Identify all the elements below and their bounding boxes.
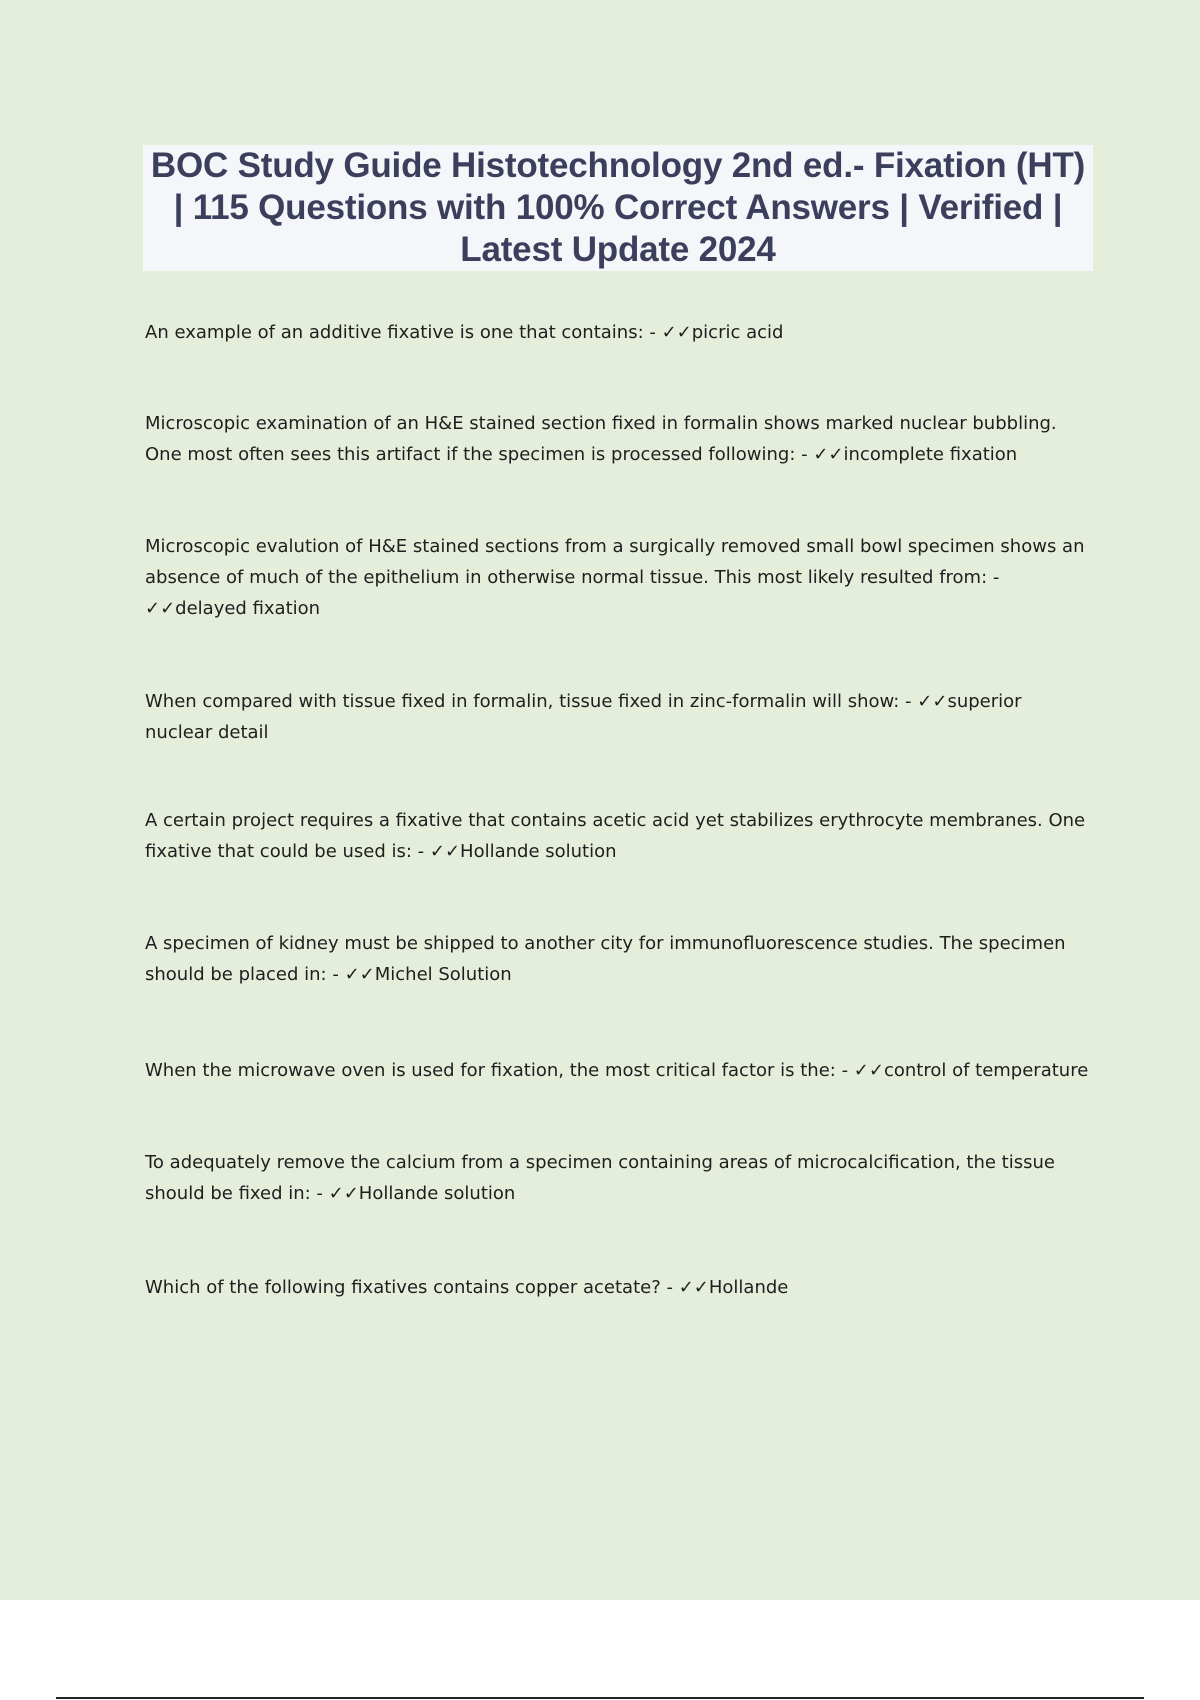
qa-item-9: Which of the following fixatives contains copper acetate? - ✓✓Hollande (145, 1277, 789, 1298)
qa-item-7: When the microwave oven is used for fixation, the most critical factor is the: - ✓✓control of temperature (145, 1060, 1089, 1081)
qa-item-1: An example of an additive fixative is one that contains: - ✓✓picric acid (145, 322, 784, 343)
qa-item-5: A certain project requires a fixative that contains acetic acid yet stabilizes erythrocyte membranes. One fixative that could be used is: - ✓✓Hollande solution (145, 810, 1086, 862)
document-title: BOC Study Guide Histotechnology 2nd ed.- Fixation (HT) | 115 Questions with 100% Correct Answers | Verified | Latest Update 2024 (150, 146, 1086, 269)
qa-item-4: When compared with tissue fixed in formalin, tissue fixed in zinc-formalin will show: - ✓✓superior nuclear detail (145, 691, 1022, 743)
qa-item-3: Microscopic evalution of H&E stained sections from a surgically removed small bowl specimen shows an absence of much of the epithelium in otherwise normal tissue. This most likely resulted from: - ✓✓delayed fixation (145, 536, 1085, 619)
footer-divider (56, 1697, 1144, 1699)
qa-item-8: To adequately remove the calcium from a specimen containing areas of microcalcification, the tissue should be fixed in: - ✓✓Hollande solution (145, 1152, 1055, 1204)
title-banner (143, 145, 1093, 271)
qa-item-6: A specimen of kidney must be shipped to another city for immunofluorescence studies. The specimen should be placed in: - ✓✓Michel Solution (145, 933, 1066, 985)
qa-item-2: Microscopic examination of an H&E stained section fixed in formalin shows marked nuclear bubbling. One most often sees this artifact if the specimen is processed following: - ✓✓incomplete fixation (145, 413, 1057, 465)
